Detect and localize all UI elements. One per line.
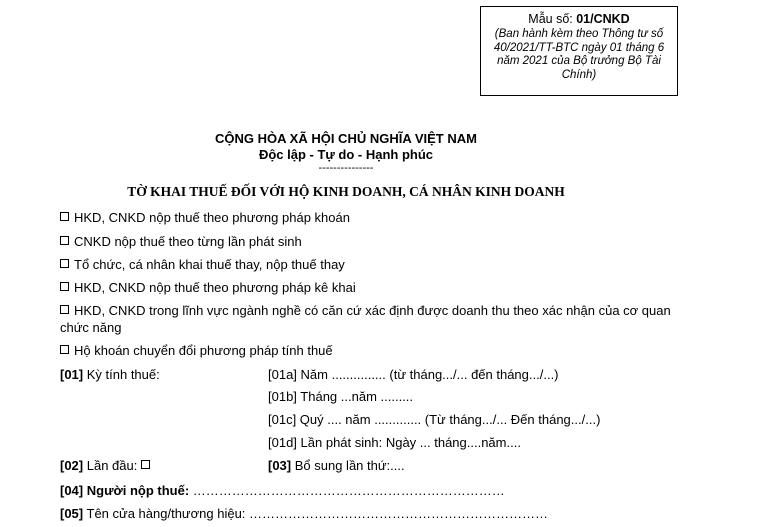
field-code: [01d] [268,435,297,450]
checkbox-icon[interactable] [141,460,150,469]
option-label: HKD, CNKD trong lĩnh vực ngành nghề có căn cứ xác định được doanh thu theo xác nhận của cơ quan chức năng [60,303,671,335]
option-authority-confirmed[interactable] [60,302,700,336]
form-issued-note: (Ban hành kèm theo Thông tư số 40/2021/TT-BTC ngày 01 tháng 6 năm 2021 của Bộ trưởng Bộ Tài Chính) [493,28,665,81]
checkbox-icon[interactable] [60,345,69,354]
field-label: Kỳ tính thuế: [83,367,160,382]
option-per-occurrence[interactable] [60,233,700,250]
option-label: Tổ chức, cá nhân khai thuế thay, nộp thuế thay [74,257,345,272]
field-code: [01a] [268,367,297,382]
nation-motto: Độc lập - Tự do - Hạnh phúc [258,147,434,162]
option-label: HKD, CNKD nộp thuế theo phương pháp kê khai [74,280,356,295]
option-label: HKD, CNKD nộp thuế theo phương pháp khoán [74,210,350,225]
taxpayer-row[interactable] [60,483,505,499]
field-label: Bổ sung lần thứ:.... [291,458,405,473]
field-code: [05] [60,506,84,521]
store-name-row[interactable] [60,506,548,522]
tax-period-quarter[interactable] [268,412,600,428]
form-code-line [487,12,671,26]
field-label: Tên cửa hàng/thương hiệu: [83,506,246,521]
tax-period-month[interactable] [268,389,413,405]
option-declaration[interactable] [60,279,700,296]
option-label: CNKD nộp thuế theo từng lần phát sinh [74,234,302,249]
field-text: Quý .... năm ............. (Từ tháng.../... Đến tháng.../...) [296,412,601,427]
tax-period-row [60,367,160,383]
form-code-value: 01/CNKD [576,12,630,26]
field-code: [03] [268,458,292,473]
option-lump-sum[interactable] [60,209,700,226]
field-code: [04] [60,483,84,498]
form-code-label: Mẫu số: [528,12,577,26]
nation-title: CỘNG HÒA XÃ HỘI CHỦ NGHĨA VIỆT NAM [215,131,477,146]
field-code: [01] [60,367,84,382]
form-code-box [480,6,678,96]
field-text: Lần phát sinh: Ngày ... tháng....năm.... [296,435,521,450]
field-label: Lần đầu: [83,458,141,473]
field-label: Người nộp thuế: [83,483,190,498]
first-time-row[interactable] [60,458,155,474]
tax-period-occurrence[interactable] [268,435,521,451]
supplement-row[interactable] [268,458,405,474]
form-title: TỜ KHAI THUẾ ĐỐI VỚI HỘ KINH DOANH, CÁ NHÂN KINH DOANH [127,184,565,199]
field-dots: …………………………………………………………… [245,506,549,521]
checkbox-icon[interactable] [60,305,69,314]
field-code: [02] [60,458,84,473]
nation-divider: --------------- [318,162,374,174]
field-text: Tháng ...năm ......... [296,389,414,404]
checkbox-icon[interactable] [60,282,69,291]
checkbox-icon[interactable] [60,259,69,268]
checkbox-icon[interactable] [60,236,69,245]
option-withholding[interactable] [60,256,700,273]
option-method-conversion[interactable] [60,342,700,359]
tax-period-year[interactable] [268,367,559,383]
checkbox-icon[interactable] [60,212,69,221]
field-text: Năm ............... (từ tháng.../... đến tháng.../...) [296,367,559,382]
field-dots: ……………………………………………………………… [189,483,505,498]
option-label: Hộ khoán chuyển đổi phương pháp tính thuế [74,343,333,358]
field-code: [01b] [268,389,297,404]
field-code: [01c] [268,412,297,427]
